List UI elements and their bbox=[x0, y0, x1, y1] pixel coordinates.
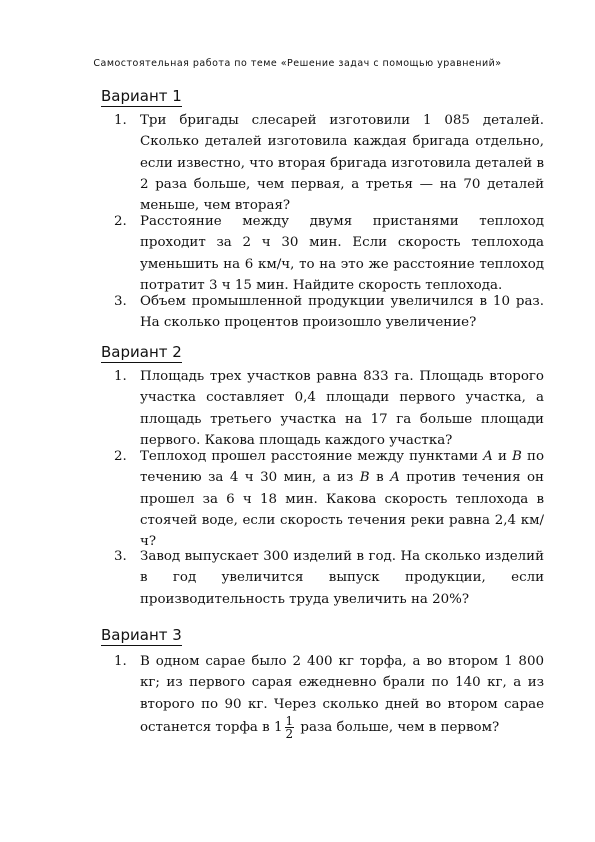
problem-text-part: против течения он прошел за 6 ч 18 мин. Какова скорость теплохода в стоячей воде, если скорость течения реки равна 2,4 км/ч? bbox=[140, 470, 544, 550]
problem-text-part: В одном сарае было 2 400 кг торфа, а во втором 1 800 кг; из первого сарая ежедневно брали по 140 кг, а из второго по 90 кг. Через сколько дней во втором сарае останется торфа в bbox=[140, 654, 544, 735]
variant-2-problem-1 bbox=[114, 366, 544, 451]
problem-text bbox=[140, 446, 544, 552]
problem-number: 1. bbox=[114, 654, 127, 669]
problem-text-part: по течению за 4 ч 30 мин, а из bbox=[140, 449, 545, 486]
fraction bbox=[285, 715, 295, 740]
variant-1-heading: Вариант 1 bbox=[101, 87, 182, 105]
point-label: A bbox=[390, 470, 400, 486]
problem-text: Завод выпускает 300 изделий в год. На сколько изделий в год увеличится выпуск продукции, если производительность труда увеличить на 20%? bbox=[140, 549, 544, 607]
variant-1-problem-3 bbox=[114, 291, 544, 334]
problem-text: Объем промышленной продукции увеличился в 10 раз. На сколько процентов произошло увеличение? bbox=[140, 294, 544, 331]
problem-number: 2. bbox=[114, 214, 127, 229]
problem-text-part: Теплоход прошел расстояние между пунктами bbox=[140, 449, 479, 464]
fraction-denominator: 2 bbox=[285, 726, 294, 741]
point-label: A bbox=[483, 449, 493, 464]
problem-number: 1. bbox=[114, 113, 127, 128]
problem-text bbox=[140, 651, 544, 740]
point-label: B bbox=[359, 470, 370, 486]
variant-3-problem-1 bbox=[114, 651, 544, 740]
variant-1-problem-1 bbox=[114, 110, 544, 216]
problem-number: 3. bbox=[114, 294, 127, 309]
problem-number: 3. bbox=[114, 549, 127, 564]
document-title: Самостоятельная работа по теме «Решение задач с помощью уравнений» bbox=[93, 58, 502, 69]
variant-1-problem-2 bbox=[114, 211, 544, 296]
problem-text: Три бригады слесарей изготовили 1 085 деталей. Сколько деталей изготовила каждая бригада отдельно, если известно, что вторая бригада изготовила деталей в 2 раза больше, чем первая, а третья — на 70 деталей меньше, чем вторая? bbox=[140, 113, 544, 214]
problem-text-part: в bbox=[376, 470, 384, 486]
problem-number: 2. bbox=[114, 449, 127, 464]
mixed-number-whole: 1 bbox=[273, 719, 283, 735]
variant-2-problem-2 bbox=[114, 446, 544, 552]
variant-2-problem-3 bbox=[114, 546, 544, 610]
variant-3-heading: Вариант 3 bbox=[101, 626, 182, 644]
problem-text-part: и bbox=[497, 449, 507, 464]
fraction-numerator: 1 bbox=[285, 713, 294, 728]
point-label: B bbox=[512, 449, 522, 464]
problem-text: Расстояние между двумя пристанями теплоход проходит за 2 ч 30 мин. Если скорость теплохода уменьшить на 6 км/ч, то на это же расстояние теплоход потратит 3 ч 15 мин. Найдите скорость теплохода. bbox=[140, 214, 544, 293]
problem-number: 1. bbox=[114, 369, 127, 384]
problem-text-part: раза больше, чем в первом? bbox=[300, 719, 500, 735]
variant-2-heading: Вариант 2 bbox=[101, 343, 182, 361]
problem-text: Площадь трех участков равна 833 га. Площадь второго участка составляет 0,4 площади первого участка, а площадь третьего участка на 17 га больше площади первого. Какова площадь каждого участка? bbox=[140, 369, 544, 448]
